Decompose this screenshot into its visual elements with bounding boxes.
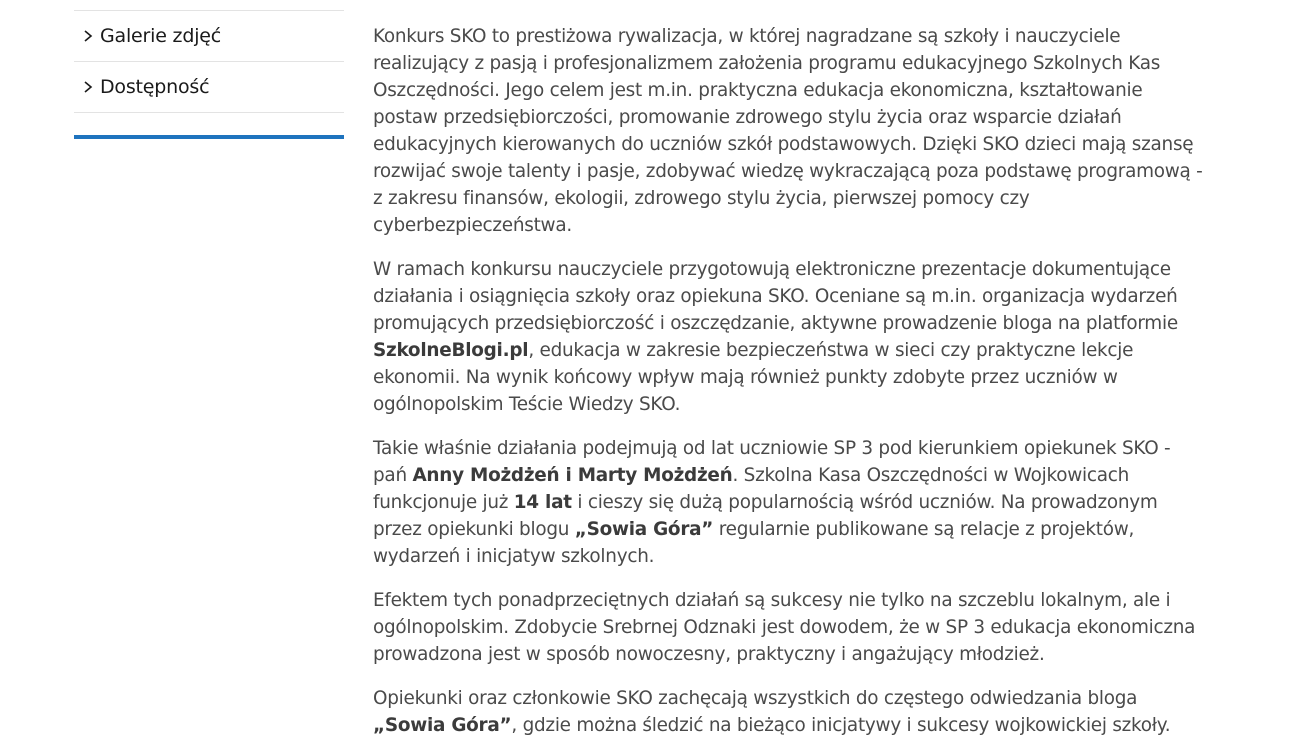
- article-body: [373, 0, 1203, 756]
- paragraph-2: W ramach konkursu nauczyciele przygotowują elektroniczne prezentacje dokumentujące działania i osiągnięcia szkoły oraz opiekuna SKO. Oceniane są m.in. organizacja wydarzeń promujących przedsiębiorczość i oszczędzanie, aktywne prowadzenie bloga na platformie SzkolneBlogi.pl, edukacja w zakresie bezpieczeństwa w sieci czy praktyczne lekcje ekonomii. Na wynik końcowy wpływ mają również punkty zdobyte przez uczniów w ogólnopolskim Teście Wiedzy SKO.: [373, 259, 1178, 415]
- sidebar-item-dostepnosc[interactable]: [74, 62, 344, 113]
- paragraph-1: Konkurs SKO to prestiżowa rywalizacja, w której nagradzane są szkoły i nauczyciele realizujący z pasją i profesjonalizmem założenia programu edukacyjnego Szkolnych Kas Oszczędności. Jego celem jest m.in. praktyczna edukacja ekonomiczna, kształtowanie postaw przedsiębiorczości, promowanie zdrowego stylu życia oraz wsparcie działań edukacyjnych kierowanych do uczniów szkół podstawowych. Dzięki SKO dzieci mają szansę rozwijać swoje talenty i pasje, zdobywać wiedzę wykraczającą poza podstawę programową - z zakresu finansów, ekologii, zdrowego stylu życia, pierwszej pomocy czy cyberbezpieczeństwa.: [373, 26, 1203, 236]
- sidebar-item-label: Galerie zdjęć: [100, 25, 222, 47]
- paragraph-5: Opiekunki oraz członkowie SKO zachęcają wszystkich do częstego odwiedzania bloga „Sowia Góra”, gdzie można śledzić na bieżąco inicjatywy i sukcesy wojkowickiej szkoły.: [373, 688, 1171, 736]
- blog-name: „Sowia Góra”: [574, 519, 714, 540]
- paragraph-4: Efektem tych ponadprzeciętnych działań są sukcesy nie tylko na szczeblu lokalnym, ale i ogólnopolskim. Zdobycie Srebrnej Odznaki jest dowodem, że w SP 3 edukacja ekonomiczna prowadzona jest w sposób nowoczesny, praktyczny i angażujący młodzież.: [373, 590, 1196, 665]
- paragraph-3: Takie właśnie działania podejmują od lat uczniowie SP 3 pod kierunkiem opiekunek SKO - pań Anny Możdżeń i Marty Możdżeń. Szkolna Kasa Oszczędności w Wojkowicach funkcjonuje już 14 lat i cieszy się dużą popularnością wśród uczniów. Na prowadzonym przez opiekunki blogu „Sowia Góra” regularnie publikowane są relacje z projektów, wydarzeń i inicjatyw szkolnych.: [373, 438, 1171, 567]
- sidebar-accent-bar: [74, 135, 344, 139]
- years-count: 14 lat: [513, 492, 572, 513]
- blog-name: „Sowia Góra”: [373, 715, 512, 736]
- sidebar-item-galerie-zdjec[interactable]: [74, 11, 344, 62]
- chevron-right-icon: [82, 29, 94, 43]
- blog-platform-name: SzkolneBlogi.pl: [373, 340, 529, 361]
- chevron-right-icon: [82, 80, 94, 94]
- cut-off-heading: [373, 0, 1203, 14]
- sidebar-menu: [74, 0, 344, 139]
- sidebar-item-label: Dostępność: [100, 76, 210, 98]
- teacher-names: Anny Możdżeń i Marty Możdżeń: [412, 465, 733, 486]
